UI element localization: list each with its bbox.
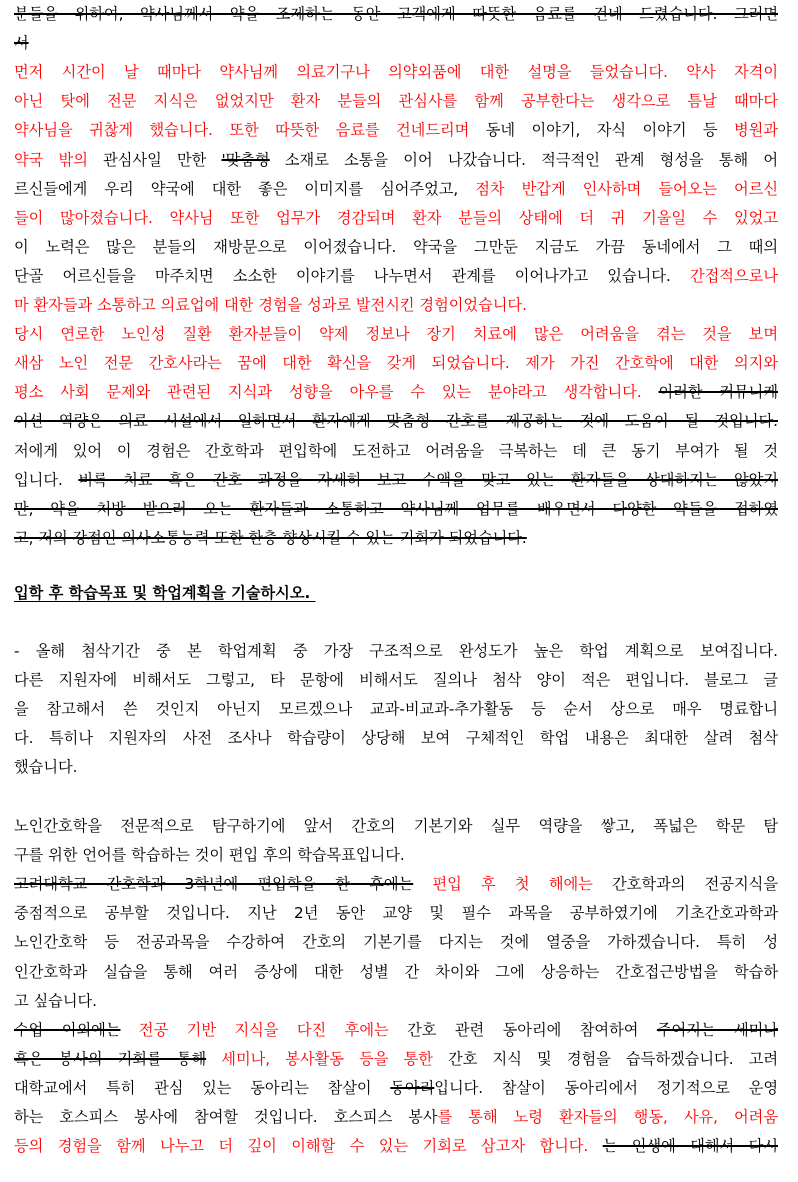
text-line — [14, 724, 778, 753]
deleted-text: 혹은 봉사의 기회를 통해 — [14, 1049, 207, 1068]
body-text: 저에게 있어 이 경험은 간호학과 편입학에 도전하고 어려움을 극복하는 데 큰 동기 부여가 될 것 — [14, 441, 778, 460]
body-text: 중점적으로 공부할 것입니다. 지난 2년 동안 교양 및 필수 과목을 공부하였기에 기초간호과학과 — [14, 904, 778, 923]
text-line — [14, 378, 778, 407]
revised-text: 약국 밖의 — [14, 150, 88, 169]
deleted-text: 만, 약을 처방 받으러 오는 환자들과 소통하고 약사님께 업무를 배우면서 다양한 약들을 접하였 — [14, 499, 778, 518]
body-text: 노인간호학 등 전공과목을 수강하여 간호의 기본기를 다지는 것에 열중을 가하겠습니다. 특히 성 — [14, 933, 778, 952]
body-text: 단골 어르신들을 마주치면 소소한 이야기를 나누면서 관계를 이어나가고 있습니다. — [14, 266, 690, 285]
revised-text: 전공 기반 지식을 다진 후에는 — [138, 1020, 389, 1039]
body-text: 노인간호학을 전문적으로 탐구하기에 앞서 간호의 기본기와 실무 역량을 쌓고, 폭넓은 학문 탐 — [14, 817, 778, 835]
body-text — [642, 383, 659, 401]
text-line — [14, 1103, 778, 1132]
text-line — [14, 29, 778, 58]
text-line — [14, 87, 778, 116]
text-line — [14, 233, 778, 262]
text-line — [14, 1016, 778, 1045]
revised-text: 마 환자들과 소통하고 의료업에 대한 경험을 성과로 발전시킨 경험이었습니다. — [14, 296, 527, 314]
body-text: 다른 지원자에 비해서도 그렇고, 타 문항에 비해서도 질의나 첨삭 양이 적은 편입니다. 블로그 글 — [14, 671, 778, 690]
body-text: 구를 위한 언어를 학습하는 것이 편입 후의 학습목표입니다. — [14, 846, 405, 865]
deleted-text: 비록 치료 혹은 간호 과정을 자세히 보고 수액을 맞고 있는 환자들을 상대하지는 않았지 — [78, 470, 778, 489]
body-text: 했습니다. — [14, 758, 78, 777]
text-line — [14, 495, 778, 524]
text-line — [14, 928, 778, 957]
deleted-text: 주어지는 세미나 — [656, 1020, 778, 1039]
body-text — [588, 1137, 602, 1155]
body-text: - 올해 첨삭기간 중 본 학업계획 중 가장 구조적으로 완성도가 높은 학업 계획으로 보여집니다. — [14, 642, 778, 660]
text-line — [14, 1132, 778, 1161]
text-line — [14, 291, 778, 320]
deleted-text: 동아리 — [390, 1078, 435, 1097]
text-line — [14, 175, 778, 204]
text-line — [14, 437, 778, 466]
deleted-text: 고, 저의 강점인 의사소통능력 또한 한층 향상시킬 수 있는 기회가 되었습니다. — [14, 528, 527, 547]
body-text: 다. 특히나 지원자의 사전 조사나 학습량이 상당해 보여 구체적인 학업 내용은 최대한 살려 첨삭 — [14, 729, 778, 748]
body-text: 간호 지식 및 경험을 습득하겠습니다. 고려 — [432, 1049, 778, 1068]
deleted-text: '맞춤형 — [221, 150, 270, 169]
text-line — [14, 116, 778, 145]
text-line — [14, 666, 778, 695]
body-text: 르신들에게 우리 약국에 대한 좋은 이미지를 심어주었고, — [14, 179, 476, 198]
revised-text: 간접적으로나 — [689, 266, 778, 285]
text-line — [14, 58, 778, 87]
revised-text: 약사님을 귀찮게 했습니다. 또한 따뜻한 음료를 건네드리며 — [14, 121, 470, 140]
deleted-text: 이션 역량은 의료 시설에서 일하면서 환자에게 맞춤형 간호를 제공하는 것에 도움이 될 것입니다. — [14, 412, 778, 431]
text-line — [14, 812, 778, 841]
revised-text: 평소 사회 문제와 관련된 지식과 성향을 아우를 수 있는 분야라고 생각합니다. — [14, 383, 642, 402]
text-line — [14, 524, 778, 553]
body-text: 고 싶습니다. — [14, 991, 98, 1010]
text-line — [14, 0, 778, 29]
body-text: 간호학과의 전공지식을 — [592, 875, 778, 894]
revised-text: 등의 경험을 함께 나누고 더 깊이 이해할 수 있는 기회로 삼고자 합니다. — [14, 1137, 589, 1156]
body-text: 소재로 소통을 이어 나갔습니다. 적극적인 관계 형성을 통해 어 — [269, 150, 778, 169]
revised-text: 세미나, 봉사활동 등을 통한 — [221, 1049, 433, 1068]
deleted-text: 이러한 커뮤니케 — [658, 383, 778, 402]
body-text — [120, 1021, 138, 1039]
body-text: 이 노력은 많은 분들의 재방문으로 이어졌습니다. 약국을 그만둔 지금도 가끔 동네에서 그 때의 — [14, 237, 778, 256]
revised-text: 들이 많아졌습니다. 약사님 또한 업무가 경감되며 환자 분들의 상태에 더 귀 기울일 수 있었고 — [14, 208, 778, 227]
text-line — [14, 1074, 778, 1103]
revised-text: 를 통해 노령 환자들의 행동, 사유, 어려움 — [437, 1108, 778, 1126]
deleted-text: 서 — [14, 34, 29, 53]
body-text: 입니다. 참살이 동아리에서 정기적으로 운영 — [434, 1078, 778, 1097]
text-line — [14, 753, 778, 782]
text-line — [14, 349, 778, 378]
section-heading: 입학 후 학습목표 및 학업계획을 기술하시오. — [14, 584, 316, 602]
text-line — [14, 870, 778, 899]
text-line — [14, 204, 778, 233]
text-line — [14, 1045, 778, 1074]
body-text: 동네 이야기, 자식 이야기 등 — [469, 121, 734, 140]
revised-text: 점차 반갑게 인사하며 들어오는 어르신 — [475, 179, 778, 198]
text-line — [14, 987, 778, 1016]
deleted-text: 는 인생에 대해서 다시 — [602, 1137, 778, 1156]
body-text: 을 참고해서 쓴 것인지 아닌지 모르겠으나 교과-비교과-추가활동 등 순서 상으로 매우 명료합니 — [14, 700, 778, 719]
text-line — [14, 637, 778, 666]
text-line — [14, 958, 778, 987]
body-text: 입니다. — [14, 470, 79, 489]
revised-text: 먼저 시간이 날 때마다 약사님께 의료기구나 의약외품에 대한 설명을 들었습니다. 약사 자격이 — [14, 63, 778, 82]
text-line — [14, 407, 778, 436]
revised-text: 아닌 탓에 전문 지식은 없었지만 환자 분들의 관심사를 함께 공부한다는 생각으로 틈날 때마다 — [14, 92, 778, 111]
deleted-text: 수업 이외에는 — [14, 1020, 121, 1039]
text-line — [14, 466, 778, 495]
body-text: 하는 호스피스 봉사에 참여할 것입니다. 호스피스 봉사 — [14, 1108, 438, 1126]
body-text: 인간호학과 실습을 통해 여러 증상에 대한 성별 간 차이와 그에 상응하는 간호접근방법을 학습하 — [14, 962, 778, 981]
text-line — [14, 320, 778, 349]
deleted-text: 고려대학교 간호학과 3학년에 편입학을 한 후에는 — [14, 875, 414, 894]
deleted-text: 분들을 위하여, 약사님께서 약을 조제하는 동안 고객에게 따뜻한 음료를 건네 드렸습니다. 그러면 — [14, 5, 778, 23]
revised-text: 당시 연로한 노인성 질환 환자분들이 약제 정보나 장기 치료에 많은 어려움을 겪는 것을 보며 — [14, 325, 778, 344]
body-text — [413, 875, 432, 893]
text-line — [14, 841, 778, 870]
revised-text: 새삼 노인 전문 간호사라는 꿈에 대한 확신을 갖게 되었습니다. 제가 가진 간호학에 대한 의지와 — [14, 354, 778, 373]
body-text: 관심사일 만한 — [87, 150, 222, 169]
text-line — [14, 899, 778, 928]
text-line — [14, 695, 778, 724]
body-text: 대학교에서 특히 관심 있는 동아리는 참살이 — [14, 1078, 391, 1097]
revised-text: 편입 후 첫 해에는 — [432, 875, 593, 894]
body-text — [206, 1050, 221, 1068]
text-line — [14, 262, 778, 291]
revised-text: 병원과 — [733, 121, 778, 140]
body-text: 간호 관련 동아리에 참여하여 — [388, 1020, 657, 1039]
text-line — [14, 146, 778, 175]
